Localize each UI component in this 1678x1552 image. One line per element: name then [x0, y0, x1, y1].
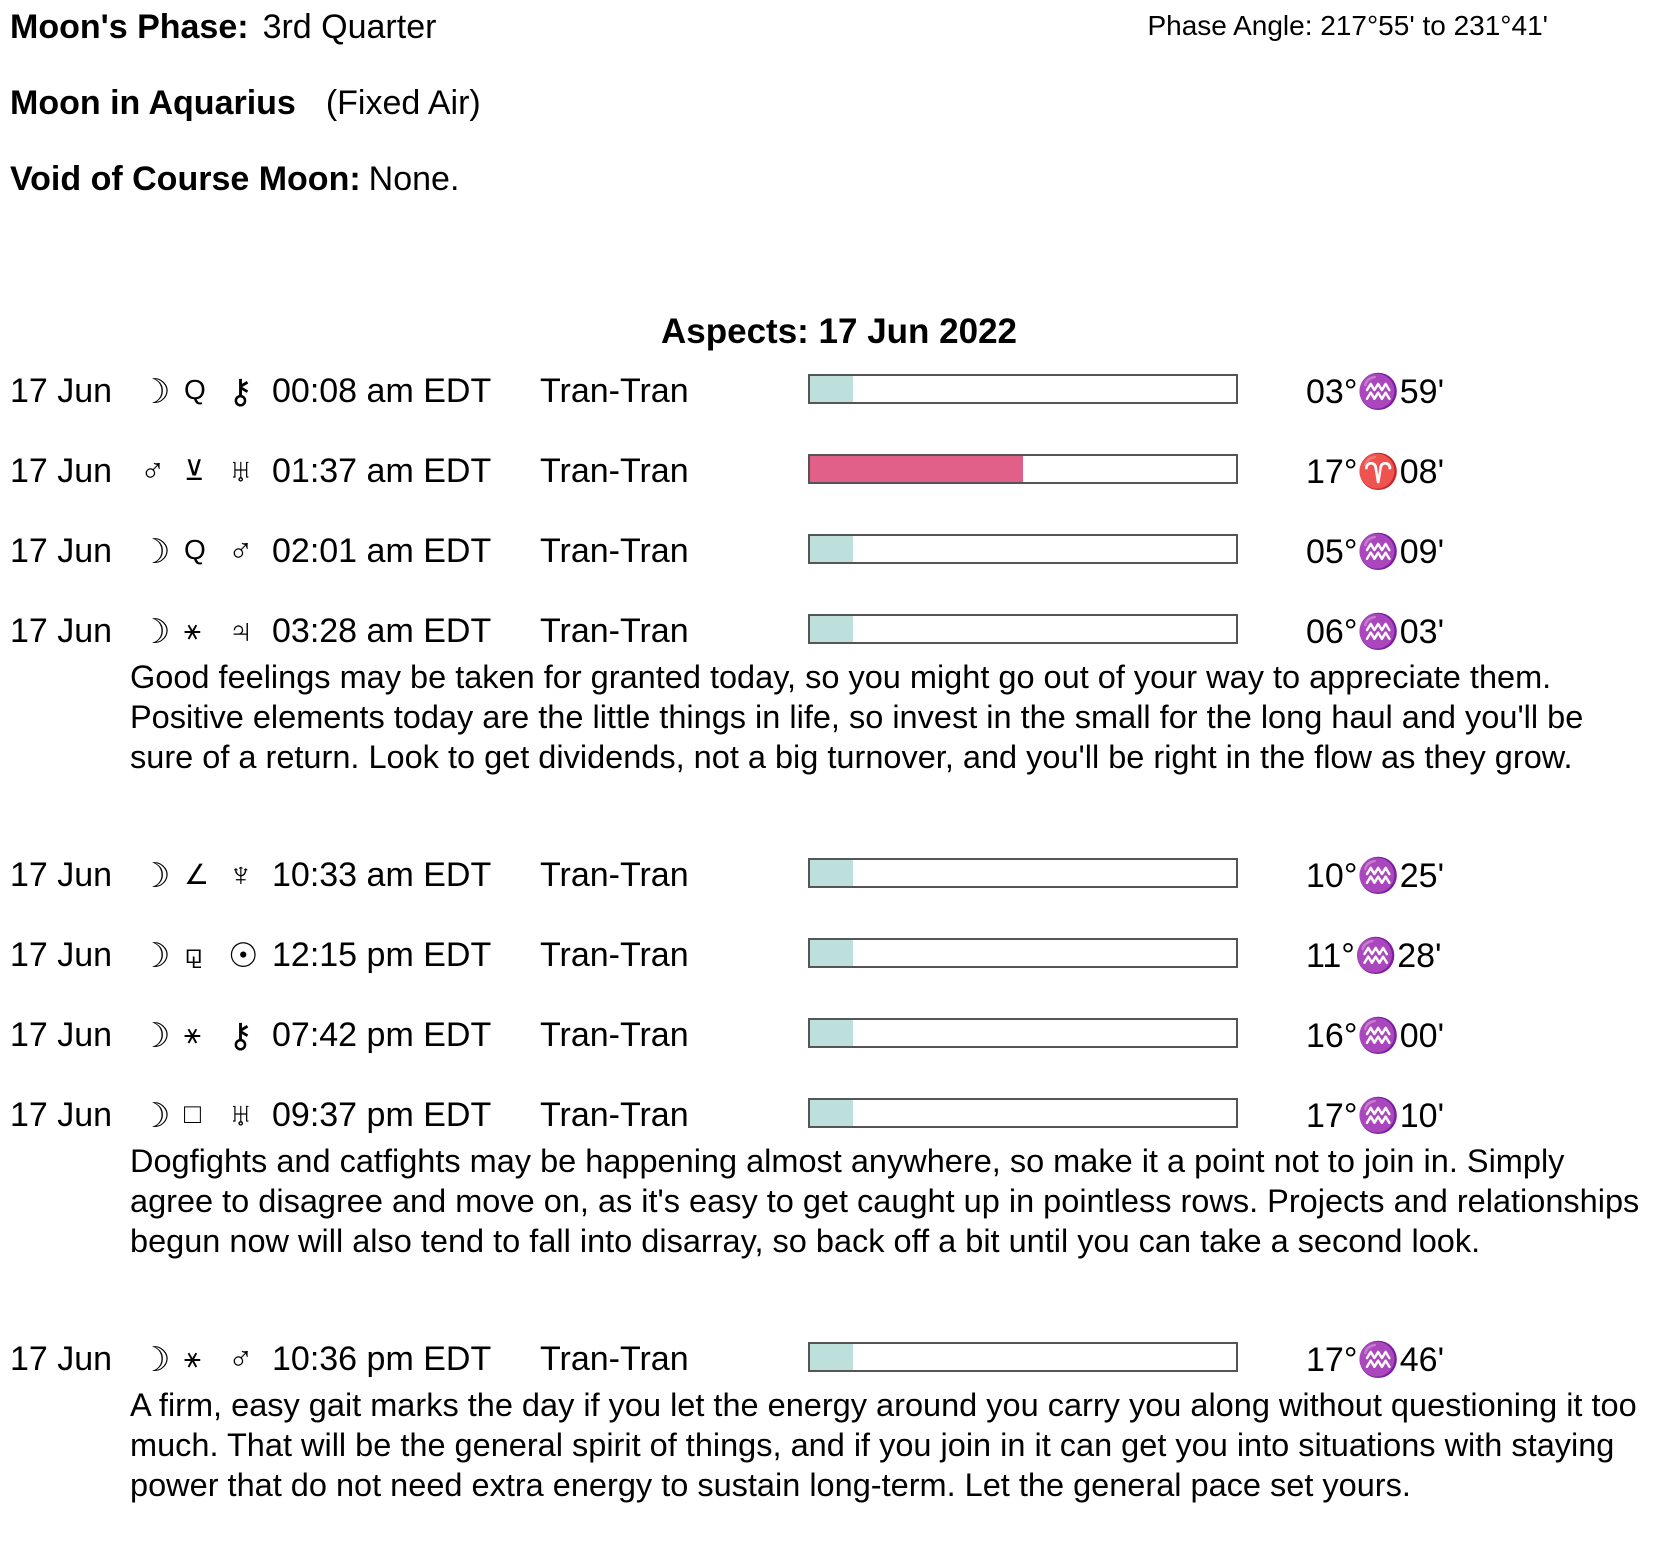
moon-sign-label: Moon in Aquarius	[10, 84, 296, 122]
aspect-date: 17 Jun	[10, 1016, 113, 1054]
aspect-time: 10:36 pm EDT	[272, 1340, 492, 1378]
moon-sign-value: (Fixed Air)	[325, 84, 481, 122]
strength-bar	[808, 938, 1238, 968]
aspect-kind: Tran-Tran	[540, 612, 689, 650]
planet-glyph-icon: ☽	[140, 937, 171, 975]
planet-glyph-icon: ♂	[228, 532, 254, 570]
planet-glyph-icon: ☽	[140, 857, 171, 895]
strength-bar-fill	[810, 1100, 853, 1126]
planet-glyph-icon: ⚷	[228, 373, 253, 411]
aspect-glyph-icon: ⊻	[184, 455, 205, 486]
strength-bar	[808, 858, 1238, 888]
planet-glyph-icon: ♃	[228, 612, 254, 650]
planet-glyph-icon: ☽	[140, 1097, 171, 1135]
aspect-position: 16°♒00'	[1306, 1017, 1445, 1055]
aspect-date: 17 Jun	[10, 612, 113, 650]
moon-phase-line	[10, 8, 436, 47]
aspect-row	[0, 856, 1678, 900]
void-of-course-value: None.	[368, 160, 460, 198]
planet-glyph-icon: ☉	[228, 937, 259, 975]
aspect-description: A firm, easy gait marks the day if you let the energy around you carry you along without questioning it too much. That will be the general spirit of things, and if you join in it can get you into situations with staying power that do not need extra energy to sustain long-term. Let the general pace set yours.	[130, 1387, 1637, 1503]
aspect-position: 10°♒25'	[1306, 857, 1445, 895]
aspect-row	[0, 372, 1678, 416]
aspect-kind: Tran-Tran	[540, 452, 689, 490]
aspect-row	[0, 1016, 1678, 1060]
strength-bar-fill	[810, 536, 853, 562]
aspect-kind: Tran-Tran	[540, 1016, 689, 1054]
planet-glyph-icon: ☽	[140, 533, 171, 571]
planet-glyph-icon: ♂	[228, 1340, 254, 1378]
aspect-kind: Tran-Tran	[540, 1096, 689, 1134]
aspect-time: 09:37 pm EDT	[272, 1096, 492, 1134]
moon-sign-line	[10, 84, 481, 123]
aspect-row	[0, 452, 1678, 496]
strength-bar	[808, 1342, 1238, 1372]
aspect-position: 17°♒46'	[1306, 1341, 1445, 1379]
aspect-description: Dogfights and catfights may be happening almost anywhere, so make it a point not to join in. Simply agree to disagree and move on, as it's easy to get caught up in pointless rows. Projects and relationships begun now will also tend to fall into disarray, so back off a bit until you can take a second look.	[130, 1143, 1640, 1259]
aspect-date: 17 Jun	[10, 532, 113, 570]
aspect-date: 17 Jun	[10, 1096, 113, 1134]
planet-glyph-icon: ♅	[228, 452, 254, 490]
moon-phase-value: 3rd Quarter	[262, 8, 437, 46]
aspect-row	[0, 936, 1678, 980]
aspect-row	[0, 1096, 1678, 1140]
planet-glyph-icon: ♅	[228, 1096, 254, 1134]
planet-glyph-icon: ⚷	[228, 1017, 253, 1055]
aspect-row	[0, 1340, 1678, 1384]
aspect-kind: Tran-Tran	[540, 532, 689, 570]
aspect-glyph-icon: ⚹	[184, 614, 201, 645]
aspect-kind: Tran-Tran	[540, 372, 689, 410]
strength-bar	[808, 614, 1238, 644]
aspect-glyph-icon: ⚹	[184, 1018, 201, 1049]
aspect-date: 17 Jun	[10, 452, 113, 490]
moon-phase-label: Moon's Phase:	[10, 8, 249, 46]
strength-bar-fill	[810, 1344, 853, 1370]
aspect-time: 07:42 pm EDT	[272, 1016, 492, 1054]
aspect-time: 02:01 am EDT	[272, 532, 492, 570]
strength-bar-fill	[810, 860, 853, 886]
void-of-course-line	[10, 160, 459, 199]
strength-bar-fill	[810, 1020, 853, 1046]
strength-bar	[808, 1098, 1238, 1128]
strength-bar	[808, 1018, 1238, 1048]
aspect-description: Good feelings may be taken for granted today, so you might go out of your way to appreciate them. Positive elements today are the little things in life, so invest in the small for the long haul and you'll be sure of a return. Look to get dividends, not a big turnover, and you'll be right in the flow as they grow.	[130, 659, 1584, 775]
aspect-glyph-icon: ⚼	[184, 938, 204, 969]
aspect-row	[0, 612, 1678, 656]
strength-bar	[808, 534, 1238, 564]
strength-bar	[808, 374, 1238, 404]
aspect-time: 00:08 am EDT	[272, 372, 492, 410]
void-of-course-label: Void of Course Moon:	[10, 160, 361, 198]
phase-angle: Phase Angle: 217°55' to 231°41'	[1147, 10, 1548, 41]
aspect-time: 10:33 am EDT	[272, 856, 492, 894]
aspect-date: 17 Jun	[10, 856, 113, 894]
aspect-position: 06°♒03'	[1306, 613, 1445, 651]
aspect-glyph-icon: ⚹	[184, 1342, 201, 1373]
aspect-row	[0, 532, 1678, 576]
aspects-heading: Aspects: 17 Jun 2022	[660, 312, 1017, 351]
aspect-position: 17°♒10'	[1306, 1097, 1445, 1135]
aspect-time: 03:28 am EDT	[272, 612, 492, 650]
aspect-date: 17 Jun	[10, 372, 113, 410]
planet-glyph-icon: ♂	[140, 452, 166, 490]
strength-bar-fill	[810, 376, 853, 402]
aspect-kind: Tran-Tran	[540, 936, 689, 974]
planet-glyph-icon: ☽	[140, 613, 171, 651]
aspect-date: 17 Jun	[10, 1340, 113, 1378]
strength-bar-fill	[810, 940, 853, 966]
aspect-kind: Tran-Tran	[540, 1340, 689, 1378]
strength-bar-fill	[810, 456, 1023, 482]
aspect-time: 01:37 am EDT	[272, 452, 492, 490]
strength-bar-fill	[810, 616, 853, 642]
aspect-glyph-icon: ∠	[184, 859, 210, 890]
planet-glyph-icon: ♆	[228, 856, 254, 894]
planet-glyph-icon: ☽	[140, 1017, 171, 1055]
aspect-position: 05°♒09'	[1306, 533, 1445, 571]
aspect-time: 12:15 pm EDT	[272, 936, 492, 974]
aspect-glyph-icon: Q	[184, 534, 206, 565]
aspect-date: 17 Jun	[10, 936, 113, 974]
aspect-glyph-icon: Q	[184, 374, 206, 405]
strength-bar	[808, 454, 1238, 484]
aspect-position: 03°♒59'	[1306, 373, 1445, 411]
aspect-glyph-icon: □	[184, 1098, 201, 1129]
aspect-kind: Tran-Tran	[540, 856, 689, 894]
planet-glyph-icon: ☽	[140, 373, 171, 411]
planet-glyph-icon: ☽	[140, 1341, 171, 1379]
aspect-position: 11°♒28'	[1306, 937, 1442, 975]
aspect-position: 17°♈08'	[1306, 453, 1445, 491]
